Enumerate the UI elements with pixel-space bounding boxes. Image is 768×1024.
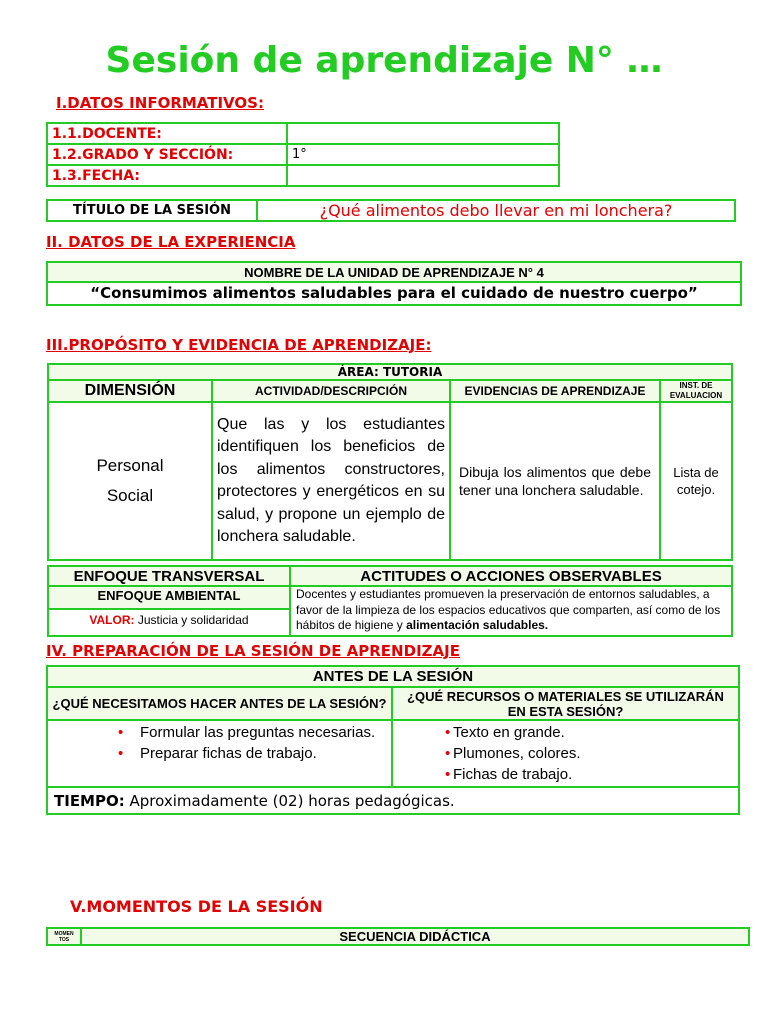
instrumento-cell: Lista de cotejo. [660,402,732,560]
list-item: • Preparar fichas de trabajo. [118,745,317,762]
col-hacer: ¿QUÉ NECESITAMOS HACER ANTES DE LA SESIÓN? [47,687,392,720]
list-item: • Plumones, colores. [445,745,581,762]
section-5-heading: V.MOMENTOS DE LA SESIÓN [70,897,323,916]
col-secuencia: SECUENCIA DIDÁCTICA [81,928,749,945]
list-item: • Fichas de trabajo. [445,766,573,783]
hacer-list [116,722,391,764]
hacer-cell [47,720,392,787]
enfoque-header: ENFOQUE TRANSVERSAL [48,566,290,586]
proposito-table [47,363,733,561]
grado-value[interactable]: 1° [287,144,559,165]
tiempo-value: Aproximadamente (02) horas pedagógicas. [129,791,455,810]
valor-row [49,610,289,630]
actitudes-header: ACTITUDES O ACCIONES OBSERVABLES [290,566,732,586]
col-momentos: MOMEN TOS [47,928,81,945]
actitudes-cell [290,586,732,636]
recursos-cell [392,720,739,787]
grado-label: 1.2.GRADO Y SECCIÓN: [47,144,287,165]
antes-header: ANTES DE LA SESIÓN [47,666,739,687]
bullet-icon: • [445,724,451,741]
actividad-cell: Que las y los estudiantes identifiquen los beneficios de los alimentos constructores, protectores y energéticos en su salud, y propone un ejemplo de lonchera saludable. [212,402,450,560]
preparacion-table [46,665,740,815]
bullet-icon: • [118,745,124,762]
section-3-heading: III.PROPÓSITO Y EVIDENCIA DE APRENDIZAJE: [46,336,432,354]
actitudes-bold: alimentación saludables. [406,618,549,632]
col-actividad: ACTIVIDAD/DESCRIPCIÓN [212,380,450,402]
area-header: ÁREA: TUTORIA [48,364,732,380]
fecha-value[interactable] [287,165,559,186]
col-instrumento: INST. DE EVALUACION [660,380,732,402]
bullet-icon: • [445,766,451,783]
bullet-icon: • [118,724,124,741]
recursos-list [443,722,738,785]
section-4-heading: IV. PREPARACIÓN DE LA SESIÓN DE APRENDIZAJE [46,642,460,660]
dimension-cell [48,402,212,560]
section-2-heading: II. DATOS DE LA EXPERIENCIA [46,233,296,251]
unidad-table [46,261,742,306]
tiempo-row [47,787,739,814]
session-title-label: TÍTULO DE LA SESIÓN [47,200,257,221]
col-evidencias: EVIDENCIAS DE APRENDIZAJE [450,380,660,402]
session-title-table [46,199,736,222]
enfoque-table [47,565,733,637]
col-recursos: ¿QUÉ RECURSOS O MATERIALES SE UTILIZARÁN EN ESTA SESIÓN? [392,687,739,720]
tiempo-label: TIEMPO: [54,791,125,810]
unidad-name: “Consumimos alimentos saludables para el cuidado de nuestro cuerpo” [47,282,741,305]
section-1-heading: I.DATOS INFORMATIVOS: [56,94,264,112]
actitudes-text: Docentes y estudiantes promueven la preservación de entornos saludables, a favor de la limpieza de los espacios educativos que comparten, así como de los hábitos de higiene y [296,587,721,632]
session-title-value: ¿Qué alimentos debo llevar en mi lonchera? [257,200,735,221]
enfoque-cell [48,586,290,636]
momentos-table [46,927,750,946]
valor-label: VALOR: [89,613,135,627]
col-dimension: DIMENSIÓN [48,380,212,402]
evidencias-cell: Dibuja los alimentos que debe tener una lonchera saludable. [450,402,660,560]
enfoque-name: ENFOQUE AMBIENTAL [49,587,289,610]
dimension-line-1: Personal [96,456,164,475]
fecha-label: 1.3.FECHA: [47,165,287,186]
bullet-icon: • [445,745,451,762]
docente-value[interactable] [287,123,559,144]
list-item: • Formular las preguntas necesarias. [118,724,376,741]
unidad-header: NOMBRE DE LA UNIDAD DE APRENDIZAJE N° 4 [47,262,741,282]
list-item: • Texto en grande. [445,724,565,741]
valor-value: Justicia y solidaridad [137,613,249,627]
datos-informativos-table [46,122,560,187]
docente-label: 1.1.DOCENTE: [47,123,287,144]
dimension-line-2: Social [106,486,154,505]
page-title: Sesión de aprendizaje N° … [105,40,663,81]
